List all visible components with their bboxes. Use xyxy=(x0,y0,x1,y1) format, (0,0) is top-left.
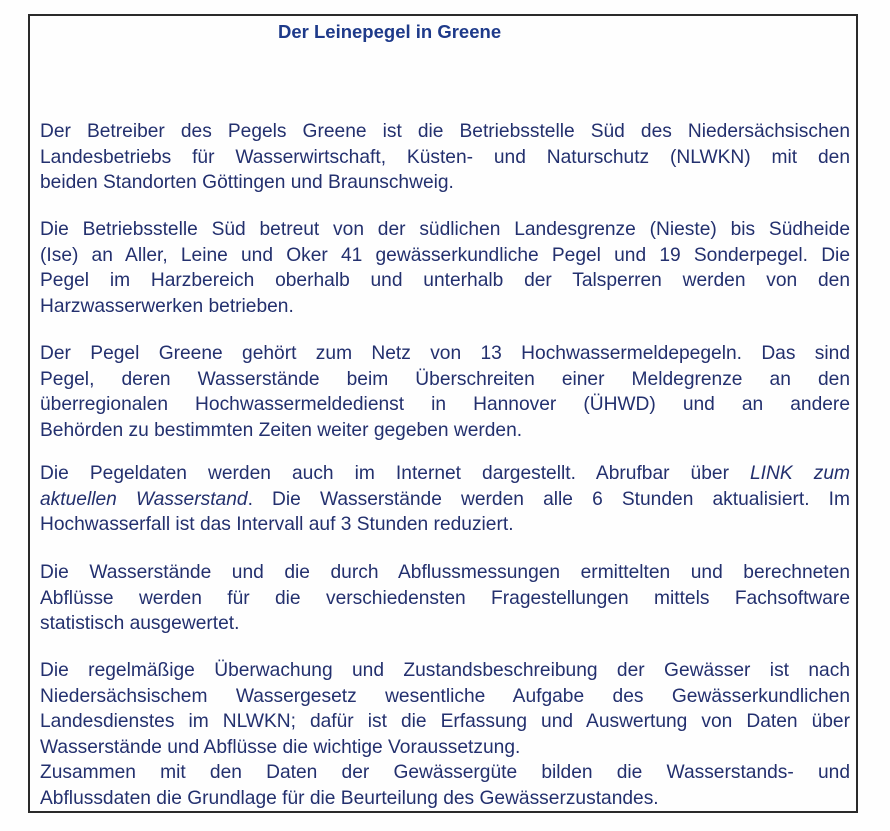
paragraph-line: beiden Standorten Göttingen und Braunschweig. xyxy=(40,172,454,193)
paragraph-operating-area xyxy=(40,217,850,319)
paragraph-line: Landesbetriebs für Wasserwirtschaft, Küsten- und Naturschutz (NLWKN) mit den xyxy=(40,146,850,168)
paragraph-statistics xyxy=(40,560,850,637)
paragraph-line: Harzwasserwerken betrieben. xyxy=(40,295,294,317)
paragraph-line: Wasserstände und Abflüsse die wichtige Voraussetzung. xyxy=(40,736,521,758)
paragraph-line: überregionalen Hochwassermeldedienst in Hannover (ÜHWD) und an andere xyxy=(40,394,850,415)
document-title: Der Leinepegel in Greene xyxy=(278,21,502,42)
paragraph-line: Abflussdaten die Grundlage für die Beurteilung des Gewässerzustandes. xyxy=(40,787,659,809)
paragraph-text: Die Pegeldaten werden auch im Internet dargestellt. Abrufbar über xyxy=(40,463,751,484)
paragraph-line: Behörden zu bestimmten Zeiten weiter gegeben werden. xyxy=(40,419,523,441)
paragraph-line: Landesdienstes im NLWKN; dafür ist die Erfassung und Auswertung von Daten über xyxy=(40,711,850,732)
paragraph-line: Die Wasserstände und die durch Abflussmessungen ermittelten und berechneten xyxy=(40,562,850,583)
paragraph-line: Pegel, deren Wasserstände beim Überschreiten einer Meldegrenze an den xyxy=(40,368,850,390)
paragraph-text: . Die Wasserstände werden alle 6 Stunden aktualisiert. Im xyxy=(247,488,850,510)
water-level-link[interactable]: aktuellen Wasserstand xyxy=(40,488,248,510)
paragraph-line xyxy=(40,461,850,487)
paragraph-internet-data xyxy=(40,461,850,538)
paragraph-flood-network xyxy=(40,341,850,443)
paragraph-operator xyxy=(40,119,850,196)
paragraph-line: Abflüsse werden für die verschiedensten Fragestellungen mittels Fachsoftware xyxy=(40,587,850,609)
paragraph-monitoring xyxy=(40,658,850,811)
paragraph-line: Die regelmäßige Überwachung und Zustandsbeschreibung der Gewässer ist nach xyxy=(40,660,850,681)
paragraph-line: Die Betriebsstelle Süd betreut von der südlichen Landesgrenze (Nieste) bis Südheide xyxy=(40,219,850,240)
paragraph-line: Hochwasserfall ist das Intervall auf 3 Stunden reduziert. xyxy=(40,514,514,535)
paragraph-line: Zusammen mit den Daten der Gewässergüte bilden die Wasserstands- und xyxy=(40,762,850,783)
paragraph-line: Pegel im Harzbereich oberhalb und unterhalb der Talsperren werden von den xyxy=(40,270,850,291)
paragraph-line: Niedersächsischem Wassergesetz wesentliche Aufgabe des Gewässerkundlichen xyxy=(40,685,850,707)
water-level-link[interactable]: LINK zum xyxy=(750,463,850,484)
paragraph-line: (Ise) an Aller, Leine und Oker 41 gewässerkundliche Pegel und 19 Sonderpegel. Die xyxy=(40,244,850,266)
paragraph-line: Der Betreiber des Pegels Greene ist die Betriebsstelle Süd des Niedersächsischen xyxy=(40,121,850,142)
paragraph-line: statistisch ausgewertet. xyxy=(40,613,240,634)
paragraph-line: Der Pegel Greene gehört zum Netz von 13 Hochwassermeldepegeln. Das sind xyxy=(40,343,850,364)
paragraph-line xyxy=(40,487,850,513)
